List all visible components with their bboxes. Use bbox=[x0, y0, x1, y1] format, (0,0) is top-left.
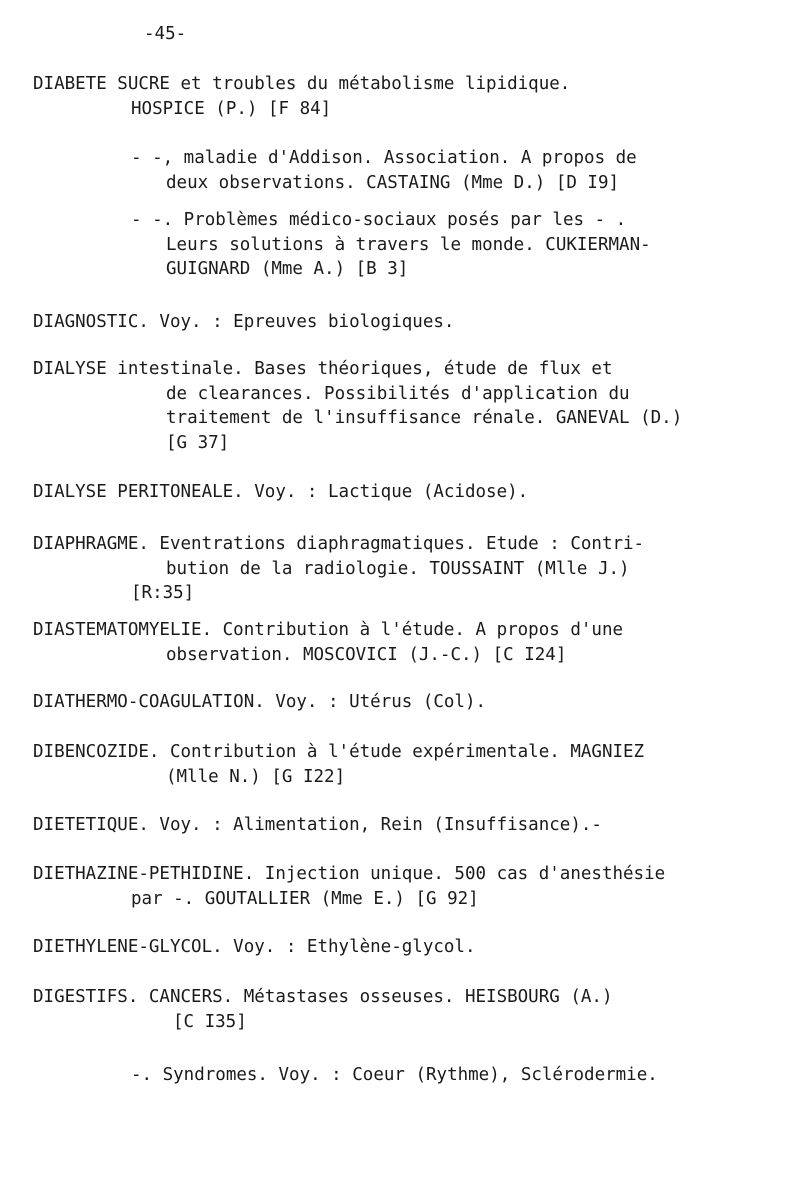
entry-heading-line: DIAPHRAGME. Eventrations diaphragmatiques. Etude : Contri- bbox=[33, 534, 645, 554]
index-entry-dialyse-peritoneale bbox=[33, 480, 783, 505]
index-entry-diaphragme bbox=[33, 532, 783, 606]
index-entry-diathermo-coagulation bbox=[33, 690, 783, 715]
entry-continuation-line: par -. GOUTALLIER (Mme E.) [G 92] bbox=[131, 888, 479, 909]
index-entry-dialyse-intestinale bbox=[33, 357, 783, 455]
entry-heading-line: DIETHYLENE-GLYCOL. Voy. : Ethylène-glycol. bbox=[33, 937, 476, 957]
entry-continuation-line: de clearances. Possibilités d'application du bbox=[166, 383, 630, 404]
index-entry-dietetique bbox=[33, 813, 783, 838]
entry-heading-line: DIGESTIFS. CANCERS. Métastases osseuses. HEISBOURG (A.) bbox=[33, 987, 613, 1007]
subentry-line: - -, maladie d'Addison. Association. A propos de bbox=[131, 148, 637, 168]
index-entry-diagnostic bbox=[33, 310, 783, 335]
page-number: -45- bbox=[144, 24, 187, 44]
entry-continuation-line: (Mlle N.) [G I22] bbox=[166, 766, 346, 787]
entry-continuation-line: [C I35] bbox=[173, 1011, 247, 1032]
entry-heading-line: DIATHERMO-COAGULATION. Voy. : Utérus (Col). bbox=[33, 692, 487, 712]
index-entry-diethazine-pethidine bbox=[33, 862, 783, 911]
subentry-continuation-line: GUIGNARD (Mme A.) [B 3] bbox=[166, 259, 409, 279]
index-subentry-problemes bbox=[33, 208, 800, 282]
entry-continuation-line: bution de la radiologie. TOUSSAINT (Mlle J.) bbox=[166, 558, 630, 579]
subentry-line: - -. Problèmes médico-sociaux posés par les - . bbox=[131, 210, 627, 230]
entry-heading-line: DIBENCOZIDE. Contribution à l'étude expérimentale. MAGNIEZ bbox=[33, 742, 645, 762]
entry-continuation-line: [G 37] bbox=[166, 432, 230, 453]
entry-continuation-line: [R:35] bbox=[131, 583, 195, 603]
index-entry-diethylene-glycol bbox=[33, 935, 783, 960]
subentry-continuation-line: Leurs solutions à travers le monde. CUKIERMAN- bbox=[166, 234, 651, 255]
entry-heading-line: DIASTEMATOMYELIE. Contribution à l'étude. A propos d'une bbox=[33, 620, 624, 640]
subentry-line: -. Syndromes. Voy. : Coeur (Rythme), Sclérodermie. bbox=[131, 1065, 658, 1085]
index-entry-diastematomyelie bbox=[33, 618, 783, 667]
entry-continuation-line: traitement de l'insuffisance rénale. GANEVAL (D.) bbox=[166, 408, 683, 428]
entry-continuation-line: HOSPICE (P.) [F 84] bbox=[131, 98, 332, 119]
index-entry-digestifs bbox=[33, 985, 783, 1034]
index-subentry-addison bbox=[33, 146, 800, 195]
entry-heading-line: DIABETE SUCRE et troubles du métabolisme lipidique. bbox=[33, 74, 571, 94]
entry-heading-line: DIETHAZINE-PETHIDINE. Injection unique. 500 cas d'anesthésie bbox=[33, 864, 666, 884]
index-entry-diabete-sucre bbox=[33, 72, 783, 121]
index-subentry-syndromes bbox=[33, 1063, 800, 1088]
entry-continuation-line: observation. MOSCOVICI (J.-C.) [C I24] bbox=[166, 644, 567, 665]
subentry-continuation-line: deux observations. CASTAING (Mme D.) [D I9] bbox=[166, 172, 620, 193]
entry-heading-line: DIAGNOSTIC. Voy. : Epreuves biologiques. bbox=[33, 312, 455, 332]
entry-heading-line: DIETETIQUE. Voy. : Alimentation, Rein (Insuffisance).- bbox=[33, 815, 602, 835]
entry-heading-line: DIALYSE intestinale. Bases théoriques, étude de flux et bbox=[33, 359, 613, 379]
entry-heading-line: DIALYSE PERITONEALE. Voy. : Lactique (Acidose). bbox=[33, 482, 529, 502]
index-entry-dibencozide bbox=[33, 740, 783, 789]
